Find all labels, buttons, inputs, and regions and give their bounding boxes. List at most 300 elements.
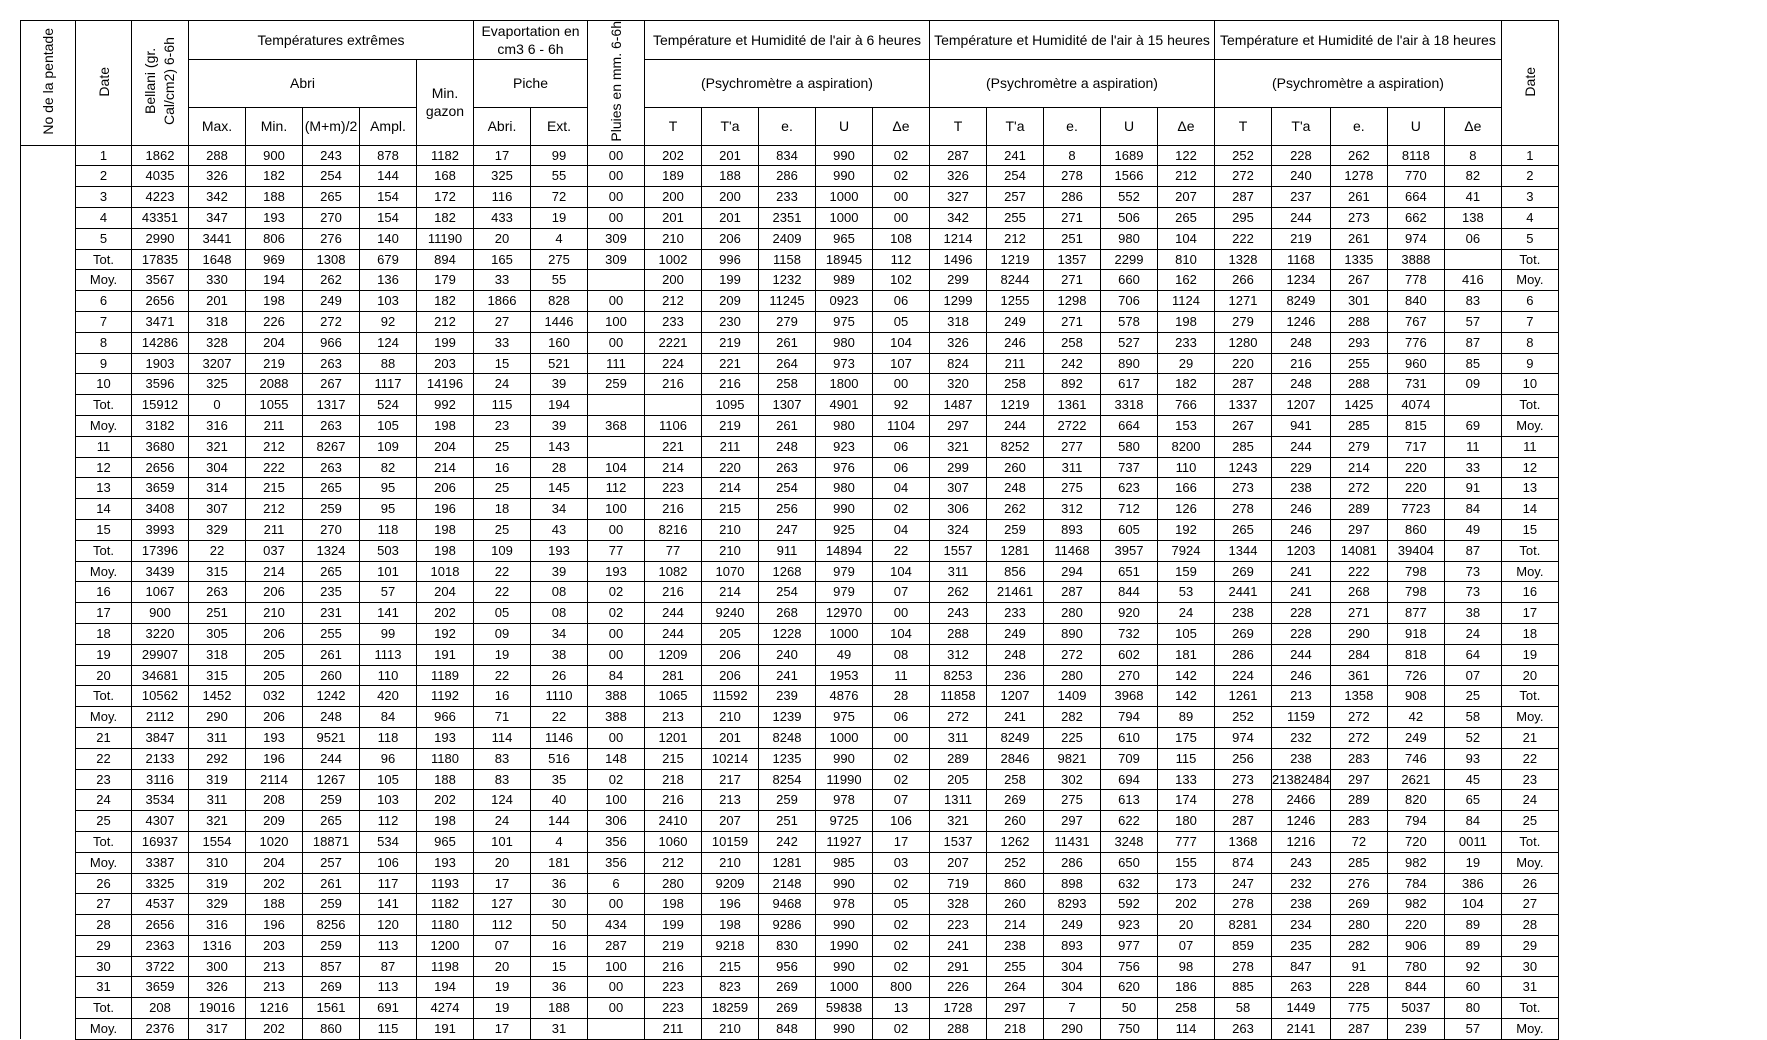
table-cell: 780 (1387, 956, 1444, 977)
table-cell: 263 (303, 457, 360, 478)
table-cell: 290 (189, 707, 246, 728)
table-cell: 11245 (759, 291, 816, 312)
table-row (21, 478, 1559, 499)
table-cell: 266 (1215, 270, 1272, 291)
table-cell: 206 (702, 665, 759, 686)
table-cell: 1337 (1215, 395, 1272, 416)
table-cell: 214 (246, 561, 303, 582)
table-cell: 216 (645, 956, 702, 977)
table-cell: 16 (474, 457, 531, 478)
table-cell: 258 (987, 769, 1044, 790)
table-cell: 238 (1215, 603, 1272, 624)
table-cell: 188 (246, 187, 303, 208)
table-cell: 145 (531, 478, 588, 499)
table-cell: 271 (1330, 603, 1387, 624)
table-cell: 24 (474, 374, 531, 395)
table-cell: 142 (1158, 665, 1215, 686)
table-cell: 269 (759, 977, 816, 998)
table-cell: 29907 (132, 644, 189, 665)
table-cell: 2376 (132, 1019, 189, 1040)
header-th6: Température et Humidité de l'air à 6 heures (645, 21, 930, 60)
table-cell: 3659 (132, 977, 189, 998)
table-cell: 265 (1158, 208, 1215, 229)
table-cell: 941 (1272, 415, 1331, 436)
table-cell: 775 (1330, 998, 1387, 1019)
table-cell: 110 (1158, 457, 1215, 478)
table-cell: 4 (1501, 208, 1558, 229)
table-cell: 12 (1501, 457, 1558, 478)
table-cell: 07 (474, 935, 531, 956)
table-cell: 71 (474, 707, 531, 728)
table-cell: 214 (1330, 457, 1387, 478)
table-cell: 893 (1044, 935, 1101, 956)
table-cell: 798 (1387, 561, 1444, 582)
table-cell: 265 (1215, 519, 1272, 540)
table-cell: 1018 (417, 561, 474, 582)
table-cell: 900 (246, 145, 303, 166)
table-cell: 273 (1215, 769, 1272, 790)
table-cell: 990 (816, 956, 873, 977)
table-cell: 1561 (303, 998, 360, 1019)
table-cell: 311 (189, 790, 246, 811)
table-cell: 202 (246, 873, 303, 894)
table-cell: 216 (1272, 353, 1331, 374)
table-cell: 114 (474, 727, 531, 748)
table-cell: 6 (1501, 291, 1558, 312)
table-cell: 8244 (987, 270, 1044, 291)
table-cell: 142 (1158, 686, 1215, 707)
table-cell: 38 (531, 644, 588, 665)
table-row (21, 228, 1559, 249)
header-T-15h: T (930, 107, 987, 145)
table-cell: 295 (1215, 208, 1272, 229)
table-cell: 552 (1101, 187, 1158, 208)
table-cell: 279 (1215, 311, 1272, 332)
table-cell: 43 (531, 519, 588, 540)
table-cell: 20 (1501, 665, 1558, 686)
table-cell: 11468 (1044, 540, 1101, 561)
table-cell: 223 (930, 915, 987, 936)
table-cell: 1106 (645, 415, 702, 436)
table-cell: 1214 (930, 228, 987, 249)
table-cell: 420 (360, 686, 417, 707)
table-cell (588, 436, 645, 457)
table-cell: 2088 (246, 374, 303, 395)
table-cell: 0 (189, 395, 246, 416)
table-cell: 20 (1158, 915, 1215, 936)
table-cell: 263 (1215, 1019, 1272, 1040)
table-cell: 265 (303, 478, 360, 499)
table-cell: 1232 (759, 270, 816, 291)
table-cell: 279 (759, 311, 816, 332)
table-cell: 8254 (759, 769, 816, 790)
table-cell: 286 (1044, 187, 1101, 208)
table-cell: 14286 (132, 332, 189, 353)
table-cell: 287 (588, 935, 645, 956)
table-cell: 28 (531, 457, 588, 478)
table-cell: 834 (759, 145, 816, 166)
table-cell: 275 (531, 249, 588, 270)
table-cell: 386 (1444, 873, 1501, 894)
table-cell: 756 (1101, 956, 1158, 977)
table-cell: 19 (1501, 644, 1558, 665)
table-cell: 206 (246, 623, 303, 644)
table-cell: 258 (1158, 998, 1215, 1019)
table-cell: 309 (588, 228, 645, 249)
table-cell: 27 (1501, 894, 1558, 915)
table-cell: 267 (1330, 270, 1387, 291)
table-cell: 1000 (816, 623, 873, 644)
table-cell: 02 (873, 1019, 930, 1040)
table-cell: 212 (645, 291, 702, 312)
table-cell: 211 (246, 519, 303, 540)
table-cell: 188 (417, 769, 474, 790)
table-cell: 269 (1215, 623, 1272, 644)
table-cell: 923 (1101, 915, 1158, 936)
table-cell: 34 (531, 499, 588, 520)
table-row (21, 831, 1559, 852)
table-cell: 255 (987, 208, 1044, 229)
table-cell: 356 (588, 831, 645, 852)
table-cell: 198 (417, 415, 474, 436)
table-cell: 1 (1501, 145, 1558, 166)
table-cell: 1219 (987, 395, 1044, 416)
table-cell: 1298 (1044, 291, 1101, 312)
table-cell: 226 (930, 977, 987, 998)
table-cell: 767 (1387, 311, 1444, 332)
table-cell: 979 (816, 561, 873, 582)
table-cell: 980 (816, 415, 873, 436)
pentade-cell (21, 831, 76, 852)
table-cell: 234 (1272, 915, 1331, 936)
table-cell: 257 (303, 852, 360, 873)
table-row (21, 395, 1559, 416)
table-cell: 8249 (987, 727, 1044, 748)
table-cell: 193 (246, 208, 303, 229)
table-cell: 02 (588, 603, 645, 624)
table-cell: 506 (1101, 208, 1158, 229)
climate-data-sheet (20, 20, 1559, 1040)
table-cell: 30 (1501, 956, 1558, 977)
table-cell: 894 (417, 249, 474, 270)
table-cell: 2299 (1101, 249, 1158, 270)
table-cell: 19 (1444, 852, 1501, 873)
table-cell: 28 (1501, 915, 1558, 936)
table-cell: 24 (1501, 790, 1558, 811)
table-cell: 17 (474, 1019, 531, 1040)
table-cell: 8200 (1158, 436, 1215, 457)
table-cell: 6 (76, 291, 132, 312)
table-cell: 202 (246, 1019, 303, 1040)
table-cell: 1452 (189, 686, 246, 707)
table-cell: 311 (189, 727, 246, 748)
table-cell: 222 (1330, 561, 1387, 582)
table-cell: Tot. (76, 540, 132, 561)
table-cell: 241 (930, 935, 987, 956)
table-cell: 17396 (132, 540, 189, 561)
table-cell: 25 (474, 436, 531, 457)
table-cell: 15 (76, 519, 132, 540)
table-cell: 213 (645, 707, 702, 728)
table-cell: 26 (76, 873, 132, 894)
table-cell: 297 (1044, 811, 1101, 832)
table-cell: 3680 (132, 436, 189, 457)
table-cell: 580 (1101, 436, 1158, 457)
table-cell: 289 (1330, 790, 1387, 811)
table-cell: 925 (816, 519, 873, 540)
table-cell: 269 (303, 977, 360, 998)
table-cell: 9468 (759, 894, 816, 915)
table-cell: 210 (702, 540, 759, 561)
table-cell: 211 (645, 1019, 702, 1040)
table-cell: 1104 (873, 415, 930, 436)
table-cell: 2656 (132, 291, 189, 312)
table-cell: 280 (1330, 915, 1387, 936)
table-cell: 247 (1215, 873, 1272, 894)
table-cell: 0011 (1444, 831, 1501, 852)
table-cell: 3220 (132, 623, 189, 644)
table-cell: 318 (930, 311, 987, 332)
table-cell: 112 (360, 811, 417, 832)
table-cell: 249 (987, 311, 1044, 332)
table-cell: 22 (474, 582, 531, 603)
table-cell: 307 (189, 499, 246, 520)
table-cell: 181 (1158, 644, 1215, 665)
header-evap-ext: Ext. (531, 107, 588, 145)
table-cell: 212 (417, 311, 474, 332)
table-cell: 243 (303, 145, 360, 166)
table-cell: 8252 (987, 436, 1044, 457)
table-cell: Moy. (76, 852, 132, 873)
table-cell: 388 (588, 707, 645, 728)
table-cell: 19 (531, 208, 588, 229)
table-cell: 200 (702, 187, 759, 208)
table-cell: 95 (360, 499, 417, 520)
table-cell: 11 (873, 665, 930, 686)
table-cell: 22 (474, 665, 531, 686)
table-cell: 206 (417, 478, 474, 499)
table-cell: 211 (702, 436, 759, 457)
table-cell: 154 (360, 208, 417, 229)
table-cell: 217 (702, 769, 759, 790)
table-cell: 1239 (759, 707, 816, 728)
table-cell: 900 (132, 603, 189, 624)
table-cell: 212 (645, 852, 702, 873)
table-row (21, 187, 1559, 208)
table-cell: 00 (588, 727, 645, 748)
table-cell: 223 (645, 977, 702, 998)
table-cell: 287 (1215, 811, 1272, 832)
table-cell: 1278 (1330, 166, 1387, 187)
table-cell: 17 (474, 145, 531, 166)
table-cell: 11592 (702, 686, 759, 707)
header-pluies: Pluies en mm. 6-6h (588, 21, 645, 146)
table-cell: 3248 (1101, 831, 1158, 852)
table-cell: 15 (474, 353, 531, 374)
table-cell: 91 (1330, 956, 1387, 977)
table-cell: 300 (189, 956, 246, 977)
table-cell: 155 (1158, 852, 1215, 873)
table-cell: 191 (417, 644, 474, 665)
table-cell: 215 (246, 478, 303, 499)
table-cell: 55 (531, 166, 588, 187)
table-cell: 314 (189, 478, 246, 499)
table-cell: 228 (1272, 623, 1331, 644)
table-cell: 1216 (246, 998, 303, 1019)
table-cell: 294 (1044, 561, 1101, 582)
table-cell: 160 (531, 332, 588, 353)
table-cell: 617 (1101, 374, 1158, 395)
pentade-cell (21, 956, 76, 977)
table-cell: 361 (1330, 665, 1387, 686)
table-cell: 660 (1101, 270, 1158, 291)
table-cell: 228 (1272, 603, 1331, 624)
table-cell: 289 (1330, 499, 1387, 520)
table-cell: 201 (702, 727, 759, 748)
table-cell: 236 (987, 665, 1044, 686)
table-cell: 211 (246, 415, 303, 436)
table-cell: 98 (1158, 956, 1215, 977)
table-cell: 73 (1444, 561, 1501, 582)
table-cell: 4307 (132, 811, 189, 832)
table-cell: 911 (759, 540, 816, 561)
table-cell: 268 (759, 603, 816, 624)
table-body (21, 145, 1559, 1039)
table-cell: 212 (246, 436, 303, 457)
table-cell: 613 (1101, 790, 1158, 811)
table-cell: 09 (474, 623, 531, 644)
table-cell: 276 (303, 228, 360, 249)
table-cell: 8 (1444, 145, 1501, 166)
table-cell: 6 (588, 873, 645, 894)
table-cell: Moy. (76, 415, 132, 436)
table-cell: 261 (1330, 228, 1387, 249)
table-cell: 1409 (1044, 686, 1101, 707)
table-cell: 920 (1101, 603, 1158, 624)
table-cell: 233 (759, 187, 816, 208)
table-cell: 92 (360, 311, 417, 332)
table-cell: 199 (702, 270, 759, 291)
table-cell: 890 (1044, 623, 1101, 644)
table-cell: 29 (1158, 353, 1215, 374)
table-cell: Tot. (76, 395, 132, 416)
table-cell: 49 (1444, 519, 1501, 540)
table-cell: 207 (1158, 187, 1215, 208)
table-cell: 830 (759, 935, 816, 956)
table-cell: 162 (1158, 270, 1215, 291)
header-th18: Température et Humidité de l'air à 18 heures (1215, 21, 1502, 60)
header-de-6h: Δe (873, 107, 930, 145)
table-cell: 24 (76, 790, 132, 811)
table-cell: 974 (1215, 727, 1272, 748)
table-cell: 50 (1101, 998, 1158, 1019)
table-cell: 992 (417, 395, 474, 416)
table-cell: 261 (303, 644, 360, 665)
table-cell: 111 (588, 353, 645, 374)
table-cell: 246 (1272, 519, 1331, 540)
table-cell: 319 (189, 873, 246, 894)
table-cell: 770 (1387, 166, 1444, 187)
table-cell: 12 (76, 457, 132, 478)
table-cell: 216 (645, 374, 702, 395)
table-cell: 679 (360, 249, 417, 270)
table-cell: 113 (360, 935, 417, 956)
table-cell: 00 (873, 603, 930, 624)
table-cell: 622 (1101, 811, 1158, 832)
header-ampl: Ampl. (360, 107, 417, 145)
table-cell: 857 (303, 956, 360, 977)
table-cell: 1317 (303, 395, 360, 416)
table-cell: 326 (189, 166, 246, 187)
table-cell: 1358 (1330, 686, 1387, 707)
table-cell: 182 (246, 166, 303, 187)
table-cell: 1299 (930, 291, 987, 312)
table-cell: 285 (1215, 436, 1272, 457)
table-cell: 777 (1158, 831, 1215, 852)
table-cell: 4035 (132, 166, 189, 187)
table-cell: 198 (417, 519, 474, 540)
table-cell: 4274 (417, 998, 474, 1019)
table-cell: 605 (1101, 519, 1158, 540)
table-cell: 159 (1158, 561, 1215, 582)
table-cell: 8256 (303, 915, 360, 936)
table-cell: 205 (246, 665, 303, 686)
table-cell: 118 (360, 519, 417, 540)
table-cell: 885 (1215, 977, 1272, 998)
table-cell: 02 (873, 166, 930, 187)
table-cell: 3596 (132, 374, 189, 395)
table-cell: 8 (1501, 332, 1558, 353)
table-cell: 746 (1387, 748, 1444, 769)
table-cell: 02 (873, 915, 930, 936)
table-cell: 2410 (645, 811, 702, 832)
table-cell: 235 (1272, 935, 1331, 956)
table-cell: 3 (1501, 187, 1558, 208)
table-cell: 258 (759, 374, 816, 395)
table-cell: 8267 (303, 436, 360, 457)
table-cell: 290 (1044, 1019, 1101, 1040)
table-row (21, 540, 1559, 561)
table-cell: 892 (1044, 374, 1101, 395)
table-cell: 3439 (132, 561, 189, 582)
table-cell: 14196 (417, 374, 474, 395)
table-cell: 188 (246, 894, 303, 915)
pentade-cell (21, 977, 76, 998)
table-cell: 04 (873, 519, 930, 540)
table-cell: 241 (759, 665, 816, 686)
pentade-cell (21, 748, 76, 769)
table-cell: 280 (1044, 603, 1101, 624)
table-cell: 19 (474, 644, 531, 665)
table-cell: 00 (588, 977, 645, 998)
table-row (21, 415, 1559, 436)
table-cell: 1246 (1272, 311, 1331, 332)
table-cell: 1065 (645, 686, 702, 707)
table-cell: 188 (531, 998, 588, 1019)
table-cell: 220 (1387, 478, 1444, 499)
pentade-cell (21, 707, 76, 728)
table-row (21, 748, 1559, 769)
table-cell: 312 (930, 644, 987, 665)
table-cell: 2990 (132, 228, 189, 249)
table-cell: 29 (1501, 935, 1558, 956)
table-row (21, 852, 1559, 873)
table-cell: 213 (246, 956, 303, 977)
table-cell: 105 (360, 415, 417, 436)
table-cell: 818 (1387, 644, 1444, 665)
table-cell: 2221 (645, 332, 702, 353)
table-cell: 252 (987, 852, 1044, 873)
